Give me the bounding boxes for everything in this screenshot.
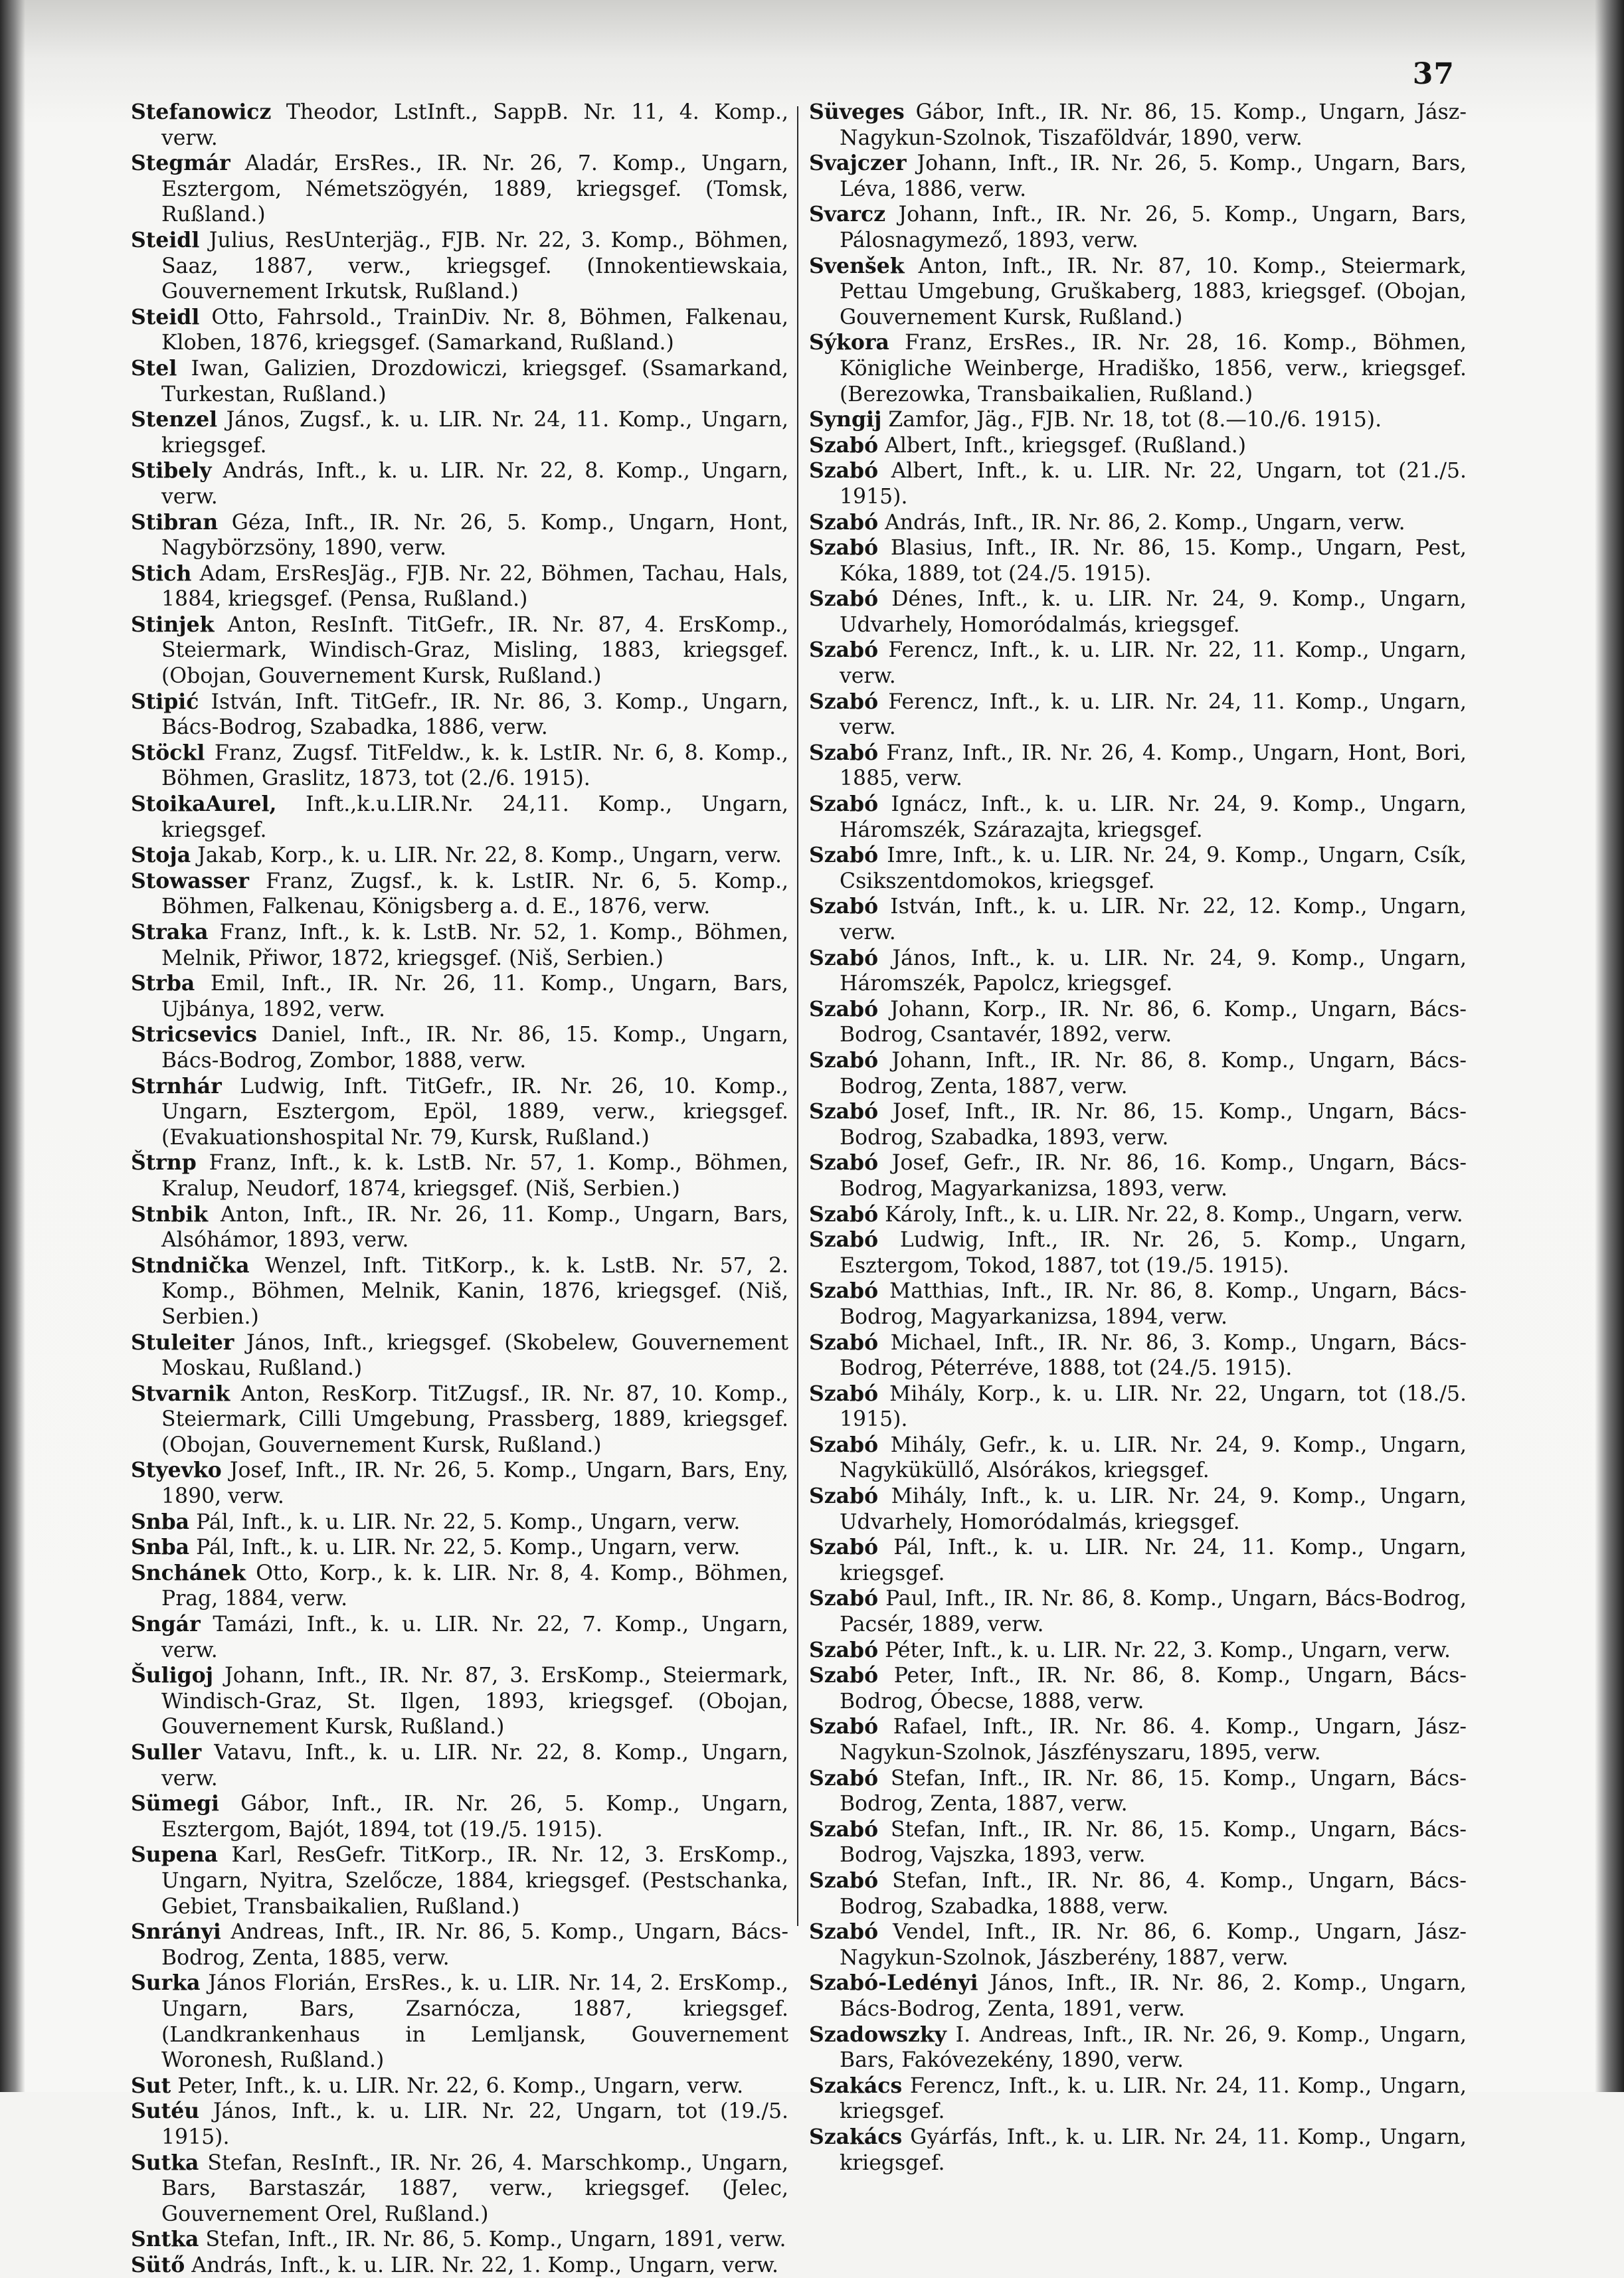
entry-surname: Stenzel bbox=[131, 407, 218, 432]
entry-details: Paul, Inft., IR. Nr. 86, 8. Komp., Ungarn, Bács-Bodrog, Pacsér, 1889, verw. bbox=[840, 1587, 1467, 1637]
entry-surname: Szabó bbox=[809, 843, 879, 868]
entry-surname: Szabó bbox=[809, 1586, 879, 1611]
entry-surname: Sutka bbox=[131, 2150, 199, 2175]
column-divider bbox=[797, 106, 798, 1926]
right-column bbox=[809, 100, 1467, 2176]
entry-details: Károly, Inft., k. u. LIR. Nr. 22, 8. Komp., Ungarn, verw. bbox=[885, 1202, 1463, 1227]
entry-surname: Stowasser bbox=[131, 868, 249, 893]
entry-surname: Szabó bbox=[809, 1663, 879, 1688]
entry-details: Iwan, Galizien, Drozdowiczi, kriegsgef. (Ssamarkand, Turkestan, Rußland.) bbox=[161, 356, 789, 406]
entry-details: Mihály, Gefr., k. u. LIR. Nr. 24, 9. Komp., Ungarn, Nagyküküllő, Alsórákos, kriegsgef. bbox=[840, 1433, 1467, 1483]
entry-surname: Strba bbox=[131, 971, 195, 996]
entry-surname: Szabó bbox=[809, 1484, 879, 1509]
entry-surname: Szabó bbox=[809, 432, 879, 458]
entry-details: Ferencz, Inft., k. u. LIR. Nr. 24, 11. Komp., Ungarn, kriegsgef. bbox=[840, 2073, 1467, 2124]
entry-details: Peter, Inft., IR. Nr. 86, 8. Komp., Ungarn, Bács-Bodrog, Óbecse, 1888, verw. bbox=[840, 1664, 1467, 1713]
entry-surname: Stoja bbox=[131, 843, 191, 868]
entry-surname: Szabó-Ledényi bbox=[809, 1971, 978, 1996]
entry-surname: Szabó bbox=[809, 1432, 879, 1457]
register-entry bbox=[809, 1971, 1467, 2022]
register-entry bbox=[131, 1150, 788, 1201]
entry-details: Stefan, Inft., IR. Nr. 86, 15. Komp., Ungarn, Bács-Bodrog, Vajszka, 1893, verw. bbox=[840, 1817, 1467, 1868]
entry-surname: Stöckl bbox=[131, 740, 205, 765]
left-column bbox=[131, 100, 788, 2278]
register-entry bbox=[131, 1791, 788, 1842]
entry-surname: Szakács bbox=[809, 2124, 903, 2149]
entry-surname: Syngij bbox=[809, 407, 882, 432]
register-entry bbox=[809, 202, 1467, 253]
entry-details: Stefan, Inft., IR. Nr. 86, 15. Komp., Ungarn, Bács-Bodrog, Zenta, 1887, verw. bbox=[840, 1766, 1467, 1816]
entry-details: Karl, ResGefr. TitKorp., IR. Nr. 12, 3. ErsKomp., Ungarn, Nyitra, Szelőcze, 1884, kriegsgef. (Pestschanka, Gebiet, Transbaikalien, Rußland.) bbox=[161, 1843, 788, 1919]
register-entry bbox=[131, 869, 788, 920]
register-entry bbox=[809, 689, 1467, 741]
register-entry bbox=[131, 689, 788, 741]
entry-details: Aladár, ErsRes., IR. Nr. 26, 7. Komp., Ungarn, Esztergom, Németszögyén, 1889, kriegsgef. (Tomsk, Rußland.) bbox=[161, 151, 789, 227]
register-entry bbox=[131, 612, 788, 689]
entry-details: Dénes, Inft., k. u. LIR. Nr. 24, 9. Komp., Ungarn, Udvarhely, Homoródalmás, kriegsgef. bbox=[840, 587, 1467, 637]
entry-details: Zamfor, Jäg., FJB. Nr. 18, tot (8.—10./6. 1915). bbox=[888, 408, 1382, 432]
entry-details: Johann, Inft., IR. Nr. 26, 5. Komp., Ungarn, Bars, Léva, 1886, verw. bbox=[840, 151, 1467, 201]
entry-details: Mihály, Inft., k. u. LIR. Nr. 24, 9. Komp., Ungarn, Udvarhely, Homoródalmás, kriegsgef. bbox=[840, 1484, 1467, 1534]
register-entry bbox=[131, 1971, 788, 2073]
entry-details: Franz, ErsRes., IR. Nr. 28, 16. Komp., Böhmen, Königliche Weinberge, Hradiško, 1856, verw., kriegsgef. (Berezowka, Transbaikalien, Rußland.) bbox=[840, 331, 1467, 406]
register-entry bbox=[131, 151, 788, 228]
entry-surname: Snba bbox=[131, 1535, 190, 1560]
entry-details: Franz, Inft., k. k. LstB. Nr. 52, 1. Komp., Böhmen, Melnik, Přiwor, 1872, kriegsgef. (Niš, Serbien.) bbox=[161, 920, 788, 970]
register-entry bbox=[131, 2099, 788, 2150]
entry-details: János, Inft., k. u. LIR. Nr. 24, 9. Komp., Ungarn, Háromszék, Papolcz, kriegsgef. bbox=[840, 946, 1467, 996]
register-entry bbox=[809, 1868, 1467, 1919]
entry-details: Vatavu, Inft., k. u. LIR. Nr. 22, 8. Komp., Ungarn, verw. bbox=[161, 1741, 789, 1791]
entry-surname: Sümegi bbox=[131, 1791, 220, 1816]
entry-details: Ferencz, Inft., k. u. LIR. Nr. 24, 11. Komp., Ungarn, verw. bbox=[840, 689, 1467, 740]
entry-details: Gábor, Inft., IR. Nr. 86, 15. Komp., Ungarn, Jász-Nagykun-Szolnok, Tiszaföldvár, 1890, verw. bbox=[840, 100, 1467, 150]
register-entry bbox=[809, 1766, 1467, 1817]
entry-details: Albert, Inft., kriegsgef. (Rußland.) bbox=[885, 433, 1247, 458]
entry-details: Julius, ResUnterjäg., FJB. Nr. 22, 3. Komp., Böhmen, Saaz, 1887, verw., kriegsgef. (Innokentiewskaia, Gouvernement Irkutsk, Rußland.) bbox=[161, 228, 789, 304]
entry-surname: Szabó bbox=[809, 509, 879, 535]
entry-details: Wenzel, Inft. TitKorp., k. k. LstB. Nr. 57, 2. Komp., Böhmen, Melnik, Kanin, 1876, kriegsgef. (Niš, Serbien.) bbox=[161, 1253, 789, 1329]
entry-details: Ludwig, Inft., IR. Nr. 26, 5. Komp., Ungarn, Esztergom, Tokod, 1887, tot (19./5. 1915). bbox=[840, 1228, 1467, 1278]
entry-surname: Sutéu bbox=[131, 2099, 200, 2124]
entry-surname: Szabó bbox=[809, 1227, 879, 1253]
register-entry bbox=[809, 997, 1467, 1048]
entry-details: Inft.,k.u.LIR.Nr. 24,11. Komp., Ungarn, kriegsgef. bbox=[161, 792, 788, 842]
entry-details: István, Inft., k. u. LIR. Nr. 22, 12. Komp., Ungarn, verw. bbox=[840, 895, 1467, 944]
entry-surname: Szabó bbox=[809, 1535, 879, 1560]
entry-surname: Szabó bbox=[809, 1714, 879, 1739]
entry-details: Michael, Inft., IR. Nr. 86, 3. Komp., Ungarn, Bács-Bodrog, Péterréve, 1888, tot (24./5. 1915). bbox=[840, 1330, 1467, 1381]
register-entry bbox=[809, 407, 1467, 433]
register-entry bbox=[809, 638, 1467, 689]
entry-details: I. Andreas, Inft., IR. Nr. 26, 9. Komp., Ungarn, Bars, Fakóvezekény, 1890, verw. bbox=[840, 2022, 1467, 2073]
register-entry bbox=[809, 741, 1467, 792]
register-entry bbox=[809, 1381, 1467, 1433]
entry-surname: Szabó bbox=[809, 1330, 879, 1355]
entry-surname: Szabó bbox=[809, 458, 879, 483]
entry-surname: Süveges bbox=[809, 100, 905, 124]
register-entry bbox=[809, 1433, 1467, 1484]
register-entry bbox=[131, 356, 788, 407]
entry-details: Josef, Inft., IR. Nr. 86, 15. Komp., Ungarn, Bács-Bodrog, Szabadka, 1893, verw. bbox=[840, 1100, 1467, 1150]
register-entry bbox=[131, 510, 788, 561]
register-entry bbox=[131, 458, 788, 509]
entry-details: Franz, Zugsf., k. k. LstIR. Nr. 6, 5. Komp., Böhmen, Falkenau, Königsberg a. d. E., 1876, verw. bbox=[161, 869, 788, 919]
entry-surname: Stndnička bbox=[131, 1253, 250, 1278]
entry-details: János, Inft., IR. Nr. 86, 2. Komp., Ungarn, Bács-Bodrog, Zenta, 1891, verw. bbox=[840, 1971, 1467, 2021]
entry-surname: Steidl bbox=[131, 227, 200, 252]
entry-surname: Stnbik bbox=[131, 1201, 209, 1227]
register-entry bbox=[131, 1330, 788, 1381]
entry-surname: Szabó bbox=[809, 894, 879, 919]
entry-details: Andreas, Inft., IR. Nr. 86, 5. Komp., Ungarn, Bács-Bodrog, Zenta, 1885, verw. bbox=[161, 1920, 788, 1970]
register-entry bbox=[809, 1638, 1467, 1664]
register-entry bbox=[809, 1227, 1467, 1278]
entry-details: János, Inft., kriegsgef. (Skobelew, Gouvernement Moskau, Rußland.) bbox=[161, 1330, 788, 1381]
entry-details: Johann, Korp., IR. Nr. 86, 6. Komp., Ungarn, Bács-Bodrog, Csantavér, 1892, verw. bbox=[840, 997, 1467, 1047]
register-entry bbox=[131, 1510, 788, 1535]
register-entry bbox=[809, 1202, 1467, 1228]
entry-surname: Szakács bbox=[809, 2073, 903, 2098]
entry-surname: Szabó bbox=[809, 1919, 879, 1945]
entry-details: Ignácz, Inft., k. u. LIR. Nr. 24, 9. Komp., Ungarn, Háromszék, Szárazajta, kriegsgef. bbox=[840, 792, 1467, 842]
entry-details: Anton, Inft., IR. Nr. 26, 11. Komp., Ungarn, Bars, Alsóhámor, 1893, verw. bbox=[161, 1202, 789, 1253]
register-entry bbox=[131, 1458, 788, 1509]
entry-surname: Sütő bbox=[131, 2252, 185, 2277]
entry-surname: Szabó bbox=[809, 1278, 879, 1304]
entry-surname: Strnhár bbox=[131, 1073, 222, 1098]
entry-surname: Szabó bbox=[809, 689, 879, 714]
register-entry bbox=[809, 458, 1467, 509]
register-entry bbox=[809, 2125, 1467, 2176]
entry-surname: Szabó bbox=[809, 1047, 879, 1073]
entry-details: Péter, Inft., k. u. LIR. Nr. 22, 3. Komp., Ungarn, verw. bbox=[885, 1638, 1451, 1662]
register-entry bbox=[809, 1663, 1467, 1714]
register-entry bbox=[131, 1842, 788, 1919]
entry-surname: Szabó bbox=[809, 996, 879, 1021]
register-entry bbox=[131, 2073, 788, 2099]
entry-details: Pál, Inft., k. u. LIR. Nr. 24, 11. Komp., Ungarn, kriegsgef. bbox=[840, 1535, 1467, 1585]
register-entry bbox=[131, 561, 788, 612]
register-entry bbox=[131, 407, 788, 458]
entry-details: András, Inft., k. u. LIR. Nr. 22, 1. Komp., Ungarn, verw. bbox=[191, 2253, 779, 2277]
register-entry bbox=[809, 1817, 1467, 1868]
entry-surname: Szabó bbox=[809, 740, 879, 765]
entry-details: Johann, Inft., IR. Nr. 87, 3. ErsKomp., Steiermark, Windisch-Graz, St. Ilgen, 1893, kriegsgef. (Obojan, Gouvernement Kursk, Rußland.) bbox=[161, 1664, 788, 1739]
entry-details: István, Inft. TitGefr., IR. Nr. 86, 3. Komp., Ungarn, Bács-Bodrog, Szabadka, 1886, verw. bbox=[161, 689, 789, 740]
register-entry bbox=[809, 792, 1467, 843]
entry-details: Franz, Inft., k. k. LstB. Nr. 57, 1. Komp., Böhmen, Kralup, Neudorf, 1874, kriegsgef. (Niš, Serbien.) bbox=[161, 1151, 788, 1201]
entry-surname: Snrányi bbox=[131, 1919, 221, 1945]
entry-details: Franz, Zugsf. TitFeldw., k. k. LstIR. Nr. 6, 8. Komp., Böhmen, Graslitz, 1873, tot (2./6. 1915). bbox=[161, 741, 788, 791]
entry-surname: Stinjek bbox=[131, 612, 215, 637]
register-entry bbox=[131, 1740, 788, 1791]
entry-surname: StoikaAurel, bbox=[131, 792, 277, 817]
entry-details: Stefan, Inft., IR. Nr. 86, 5. Komp., Ungarn, 1891, verw. bbox=[205, 2228, 786, 2252]
register-entry bbox=[131, 792, 788, 843]
register-entry bbox=[809, 254, 1467, 331]
entry-details: Imre, Inft., k. u. LIR. Nr. 24, 9. Komp., Ungarn, Csík, Csikszentdomokos, kriegsgef. bbox=[840, 843, 1467, 893]
entry-surname: Šuligoj bbox=[131, 1663, 214, 1688]
entry-details: Otto, Fahrsold., TrainDiv. Nr. 8, Böhmen, Falkenau, Kloben, 1876, kriegsgef. (Samarkand, Rußland.) bbox=[161, 305, 789, 355]
register-entry bbox=[131, 1074, 788, 1151]
entry-surname: Stich bbox=[131, 561, 192, 586]
register-entry bbox=[131, 741, 788, 792]
entry-surname: Szabó bbox=[809, 1868, 879, 1893]
register-entry bbox=[809, 586, 1467, 638]
entry-details: Gyárfás, Inft., k. u. LIR. Nr. 24, 11. Komp., Ungarn, kriegsgef. bbox=[840, 2125, 1467, 2175]
entry-surname: Štrnp bbox=[131, 1150, 197, 1176]
register-entry bbox=[131, 100, 788, 151]
register-entry bbox=[131, 1535, 788, 1561]
entry-surname: Sýkora bbox=[809, 330, 889, 355]
entry-details: Blasius, Inft., IR. Nr. 86, 15. Komp., Ungarn, Pest, Kóka, 1889, tot (24./5. 1915). bbox=[840, 536, 1467, 586]
register-entry bbox=[131, 1202, 788, 1253]
entry-surname: Stibran bbox=[131, 509, 219, 535]
register-entry bbox=[131, 1919, 788, 1971]
register-entry bbox=[809, 1714, 1467, 1765]
entry-surname: Szabó bbox=[809, 535, 879, 561]
entry-details: Ferencz, Inft., k. u. LIR. Nr. 22, 11. Komp., Ungarn, verw. bbox=[840, 638, 1467, 689]
register-entry bbox=[809, 2022, 1467, 2073]
entry-details: Anton, Inft., IR. Nr. 87, 10. Komp., Steiermark, Pettau Umgebung, Gruškaberg, 1883, kriegsgef. (Obojan, Gouvernement Kursk, Rußland.) bbox=[840, 254, 1467, 329]
entry-surname: Stvarnik bbox=[131, 1381, 230, 1406]
entry-details: János, Inft., k. u. LIR. Nr. 22, Ungarn, tot (19./5. 1915). bbox=[161, 2099, 788, 2149]
entry-details: Albert, Inft., k. u. LIR. Nr. 22, Ungarn, tot (21./5. 1915). bbox=[840, 459, 1467, 509]
register-entry bbox=[131, 1381, 788, 1458]
entry-details: Stefan, ResInft., IR. Nr. 26, 4. Marschkomp., Ungarn, Bars, Barstaszár, 1887, verw., kriegsgef. (Jelec, Gouvernement Orel, Rußland.) bbox=[161, 2150, 788, 2226]
entry-details: Otto, Korp., k. k. LIR. Nr. 8, 4. Komp., Böhmen, Prag, 1884, verw. bbox=[161, 1561, 788, 1611]
entry-details: Matthias, Inft., IR. Nr. 86, 8. Komp., Ungarn, Bács-Bodrog, Magyarkanizsa, 1894, verw. bbox=[840, 1279, 1467, 1329]
register-entry bbox=[809, 1330, 1467, 1381]
entry-surname: Surka bbox=[131, 1971, 201, 1996]
entry-surname: Szabó bbox=[809, 945, 879, 970]
entry-surname: Steidl bbox=[131, 304, 200, 329]
entry-surname: Szabó bbox=[809, 1150, 879, 1176]
register-entry bbox=[809, 510, 1467, 536]
entry-details: Emil, Inft., IR. Nr. 26, 11. Komp., Ungarn, Bars, Ujbánya, 1892, verw. bbox=[161, 972, 788, 1021]
entry-details: Pál, Inft., k. u. LIR. Nr. 22, 5. Komp., Ungarn, verw. bbox=[196, 1510, 741, 1534]
entry-details: Theodor, LstInft., SappB. Nr. 11, 4. Komp., verw. bbox=[161, 100, 788, 150]
entry-surname: Szabó bbox=[809, 1099, 879, 1124]
entry-surname: Szabó bbox=[809, 1381, 879, 1406]
register-entry bbox=[131, 1561, 788, 1612]
entry-details: András, Inft., IR. Nr. 86, 2. Komp., Ungarn, verw. bbox=[885, 510, 1405, 535]
register-entry bbox=[131, 920, 788, 971]
register-entry bbox=[131, 2150, 788, 2228]
entry-details: Anton, ResInft. TitGefr., IR. Nr. 87, 4. ErsKomp., Steiermark, Windisch-Graz, Misling, 1883, kriegsgef. (Obojan, Gouvernement Kursk, Rußland.) bbox=[161, 612, 789, 689]
register-entry bbox=[809, 2073, 1467, 2125]
register-entry bbox=[131, 1663, 788, 1740]
entry-details: Josef, Inft., IR. Nr. 26, 5. Komp., Ungarn, Bars, Eny, 1890, verw. bbox=[161, 1458, 788, 1509]
entry-details: Josef, Gefr., IR. Nr. 86, 16. Komp., Ungarn, Bács-Bodrog, Magyarkanizsa, 1893, verw. bbox=[840, 1151, 1467, 1201]
entry-surname: Sngár bbox=[131, 1612, 201, 1637]
entry-surname: Szabó bbox=[809, 792, 879, 817]
entry-surname: Stibely bbox=[131, 458, 212, 483]
entry-surname: Svajczer bbox=[809, 151, 907, 176]
entry-details: Jakab, Korp., k. u. LIR. Nr. 22, 8. Komp., Ungarn, verw. bbox=[197, 843, 782, 868]
entry-details: Tamázi, Inft., k. u. LIR. Nr. 22, 7. Komp., Ungarn, verw. bbox=[161, 1613, 789, 1662]
register-entry bbox=[809, 1586, 1467, 1637]
entry-surname: Sntka bbox=[131, 2227, 199, 2252]
register-entry bbox=[809, 1099, 1467, 1150]
register-entry bbox=[131, 2227, 788, 2253]
page-number: 37 bbox=[1412, 57, 1455, 91]
entry-surname: Svenšek bbox=[809, 253, 905, 278]
register-entry bbox=[809, 1484, 1467, 1535]
register-entry bbox=[131, 1253, 788, 1330]
entry-details: Stefan, Inft., IR. Nr. 86, 4. Komp., Ungarn, Bács-Bodrog, Szabadka, 1888, verw. bbox=[840, 1868, 1467, 1919]
entry-surname: Stipić bbox=[131, 689, 199, 714]
register-entry bbox=[809, 1535, 1467, 1586]
register-entry bbox=[809, 433, 1467, 459]
entry-details: Pál, Inft., k. u. LIR. Nr. 22, 5. Komp., Ungarn, verw. bbox=[196, 1535, 741, 1560]
register-entry bbox=[131, 2253, 788, 2278]
entry-surname: Sut bbox=[131, 2073, 171, 2098]
register-entry bbox=[809, 330, 1467, 407]
entry-details: János, Zugsf., k. u. LIR. Nr. 24, 11. Komp., Ungarn, kriegsgef. bbox=[161, 408, 788, 458]
entry-surname: Szabó bbox=[809, 1816, 879, 1842]
scan-edge-left bbox=[0, 0, 25, 2092]
scan-edge-right bbox=[1595, 0, 1624, 2092]
entry-details: Gábor, Inft., IR. Nr. 26, 5. Komp., Ungarn, Esztergom, Bajót, 1894, tot (19./5. 1915). bbox=[161, 1792, 788, 1842]
entry-surname: Snba bbox=[131, 1509, 190, 1534]
register-entry bbox=[131, 305, 788, 356]
entry-surname: Supena bbox=[131, 1842, 219, 1868]
entry-details: Vendel, Inft., IR. Nr. 86, 6. Komp., Ungarn, Jász-Nagykun-Szolnok, Jászberény, 1887, verw. bbox=[840, 1920, 1467, 1970]
register-entry bbox=[131, 228, 788, 305]
entry-surname: Szadowszky bbox=[809, 2022, 947, 2047]
entry-surname: Snchánek bbox=[131, 1560, 246, 1585]
entry-details: Anton, ResKorp. TitZugsf., IR. Nr. 87, 10. Komp., Steiermark, Cilli Umgebung, Prassberg, 1889, kriegsgef. (Obojan, Gouvernement Kursk, Rußland.) bbox=[161, 1381, 788, 1457]
entry-details: Mihály, Korp., k. u. LIR. Nr. 22, Ungarn, tot (18./5. 1915). bbox=[840, 1381, 1467, 1432]
entry-surname: Stegmár bbox=[131, 151, 230, 176]
register-entry bbox=[131, 971, 788, 1022]
entry-details: Rafael, Inft., IR. Nr. 86. 4. Komp., Ungarn, Jász-Nagykun-Szolnok, Jászfényszaru, 1895, verw. bbox=[840, 1715, 1467, 1765]
entry-surname: Styevko bbox=[131, 1458, 222, 1483]
register-entry bbox=[809, 1150, 1467, 1201]
register-entry bbox=[809, 946, 1467, 997]
entry-details: Peter, Inft., k. u. LIR. Nr. 22, 6. Komp., Ungarn, verw. bbox=[177, 2073, 744, 2098]
register-entry bbox=[809, 151, 1467, 202]
entry-surname: Szabó bbox=[809, 586, 879, 612]
entry-surname: Straka bbox=[131, 920, 209, 944]
register-entry bbox=[809, 1278, 1467, 1330]
entry-surname: Szabó bbox=[809, 638, 879, 663]
entry-details: Adam, ErsResJäg., FJB. Nr. 22, Böhmen, Tachau, Hals, 1884, kriegsgef. (Pensa, Rußland.) bbox=[161, 561, 788, 612]
register-entry bbox=[131, 1022, 788, 1073]
entry-surname: Suller bbox=[131, 1740, 202, 1765]
entry-details: János Florián, ErsRes., k. u. LIR. Nr. 14, 2. ErsKomp., Ungarn, Bars, Zsarnócza, 1887, kriegsgef. (Landkrankenhaus in Lemljansk, Gouvernement Woronesh, Rußland.) bbox=[161, 1971, 789, 2073]
entry-details: Géza, Inft., IR. Nr. 26, 5. Komp., Ungarn, Hont, Nagybörzsöny, 1890, verw. bbox=[161, 510, 789, 561]
register-entry bbox=[809, 535, 1467, 586]
register-entry bbox=[809, 1919, 1467, 1971]
entry-surname: Szabó bbox=[809, 1201, 879, 1227]
register-entry bbox=[131, 1612, 788, 1663]
entry-details: Franz, Inft., IR. Nr. 26, 4. Komp., Ungarn, Hont, Bori, 1885, verw. bbox=[840, 741, 1467, 791]
register-entry bbox=[131, 843, 788, 869]
register-entry bbox=[809, 843, 1467, 894]
entry-surname: Stuleiter bbox=[131, 1330, 234, 1355]
entry-details: Ludwig, Inft. TitGefr., IR. Nr. 26, 10. Komp., Ungarn, Esztergom, Epöl, 1889, verw., kriegsgef. (Evakuationshospital Nr. 79, Kursk, Rußland.) bbox=[161, 1074, 788, 1150]
entry-details: András, Inft., k. u. LIR. Nr. 22, 8. Komp., Ungarn, verw. bbox=[161, 459, 788, 509]
register-entry bbox=[809, 1048, 1467, 1099]
entry-surname: Stefanowicz bbox=[131, 100, 272, 124]
register-entry bbox=[809, 100, 1467, 151]
entry-surname: Stricsevics bbox=[131, 1022, 257, 1047]
entry-surname: Szabó bbox=[809, 1765, 879, 1791]
entry-details: Daniel, Inft., IR. Nr. 86, 15. Komp., Ungarn, Bács-Bodrog, Zombor, 1888, verw. bbox=[161, 1023, 788, 1073]
entry-surname: Szabó bbox=[809, 1637, 879, 1662]
entry-details: Johann, Inft., IR. Nr. 86, 8. Komp., Ungarn, Bács-Bodrog, Zenta, 1887, verw. bbox=[840, 1048, 1467, 1098]
entry-surname: Stel bbox=[131, 355, 177, 381]
register-entry bbox=[809, 894, 1467, 945]
entry-surname: Svarcz bbox=[809, 202, 886, 227]
entry-details: Johann, Inft., IR. Nr. 26, 5. Komp., Ungarn, Bars, Pálosnagymező, 1893, verw. bbox=[840, 203, 1467, 252]
